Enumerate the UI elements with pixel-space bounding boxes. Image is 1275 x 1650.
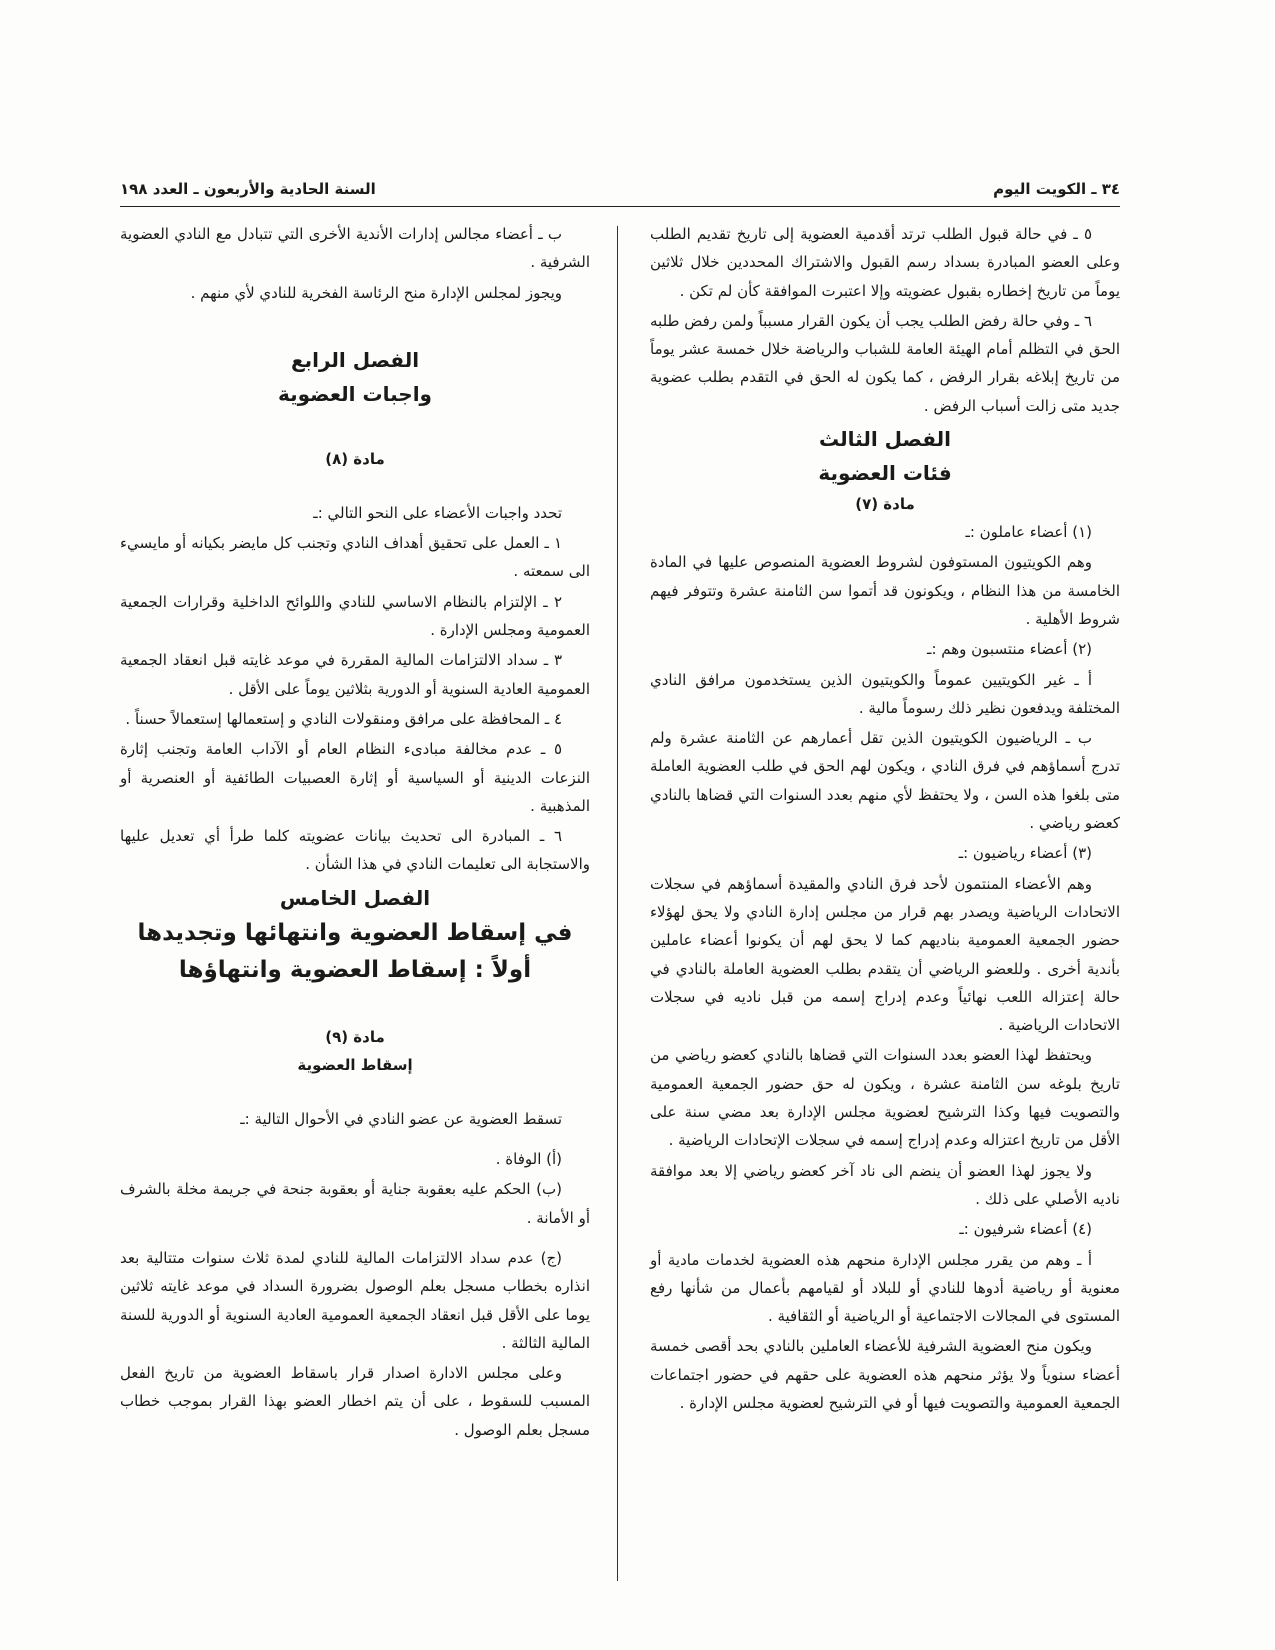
category-3-text-2: ويحتفظ لهذا العضو بعدد السنوات التي قضاها بالنادي كعضو رياضي من تاريخ بلوغه سن الثامنة عشرة ، ويكون له حق حضور الجمعية العمومية والتصويت فيها وكذا الترشيح لعضوية مجلس الإدارة بعد مضي سنة على الأقل من تاريخ اعتزاله وعدم إدراج إسمه في سجلات الإتحادات الرياضية . [650, 1046, 1120, 1150]
column-divider [617, 226, 618, 1581]
duty-3: ٣ ـ سداد الالتزامات المالية المقررة في موعد غايته قبل انعقاد الجمعية العمومية العادية السنوية أو الدورية بثلاثين يوماً على الأقل . [120, 651, 590, 698]
chapter-3-title: الفصل الثالث [818, 427, 951, 452]
clause-5: ٥ ـ في حالة قبول الطلب ترتد أقدمية العضوية إلى تاريخ تقديم الطلب وعلى العضو المبادرة بسداد رسم القبول والاشتراك المحددين خلال ثلاثين يوماً من تاريخ إخطاره بقبول عضويته وإلا اعتبرت الموافقة كأن لم تكن . [650, 225, 1120, 300]
duty-4: ٤ ـ المحافظة على مرافق ومنقولات النادي و إستعمالها إستعمالاً حسناً . [125, 709, 562, 728]
category-2-item-a: أ ـ غير الكويتيين عموماً والكويتيون الذين يستخدمون مرافق النادي المختلفة ويدفعون نظير ذلك رسوماً مالية . [650, 670, 1120, 717]
category-3-text: وهم الأعضاء المنتمون لأحد فرق النادي والمقيدة أسماؤهم في سجلات الاتحادات الرياضية ويصدر بهم قرار من مجلس إدارة النادي ولا يحق لهؤلاء حضور الجمعية العمومية بناديهم كما لا يحق لهم أن يكونوا أعضاء عاملين بأندية أخرى . وللعضو الرياضي أن يتقدم بطلب العضوية العاملة بالنادي في حالة إعتزاله اللعب نهائياً وعدم إدراج إسمه من قبل ناديه في سجلات الاتحادات الرياضية . [650, 874, 1120, 1035]
chapter-3-subtitle: فئات العضوية [818, 461, 952, 486]
clause-6: ٦ ـ وفي حالة رفض الطلب يجب أن يكون القرار مسبباً ولمن رفض طلبه الحق في التظلم أمام الهيئة العامة للشباب والرياضة خلال خمسة عشر يوماً من تاريخ إبلاغه بقرار الرفض ، كما يكون له الحق في التقدم بطلب عضوية جديد متى زالت أسباب الرفض . [650, 311, 1120, 415]
chapter-4-subtitle: واجبات العضوية [278, 381, 432, 406]
drop-case-a: (أ) الوفاة . [495, 1150, 562, 1169]
right-column [650, 220, 1120, 1419]
category-4-title: (٤) أعضاء شرفيون :ـ [959, 1220, 1092, 1239]
drop-intro: تسقط العضوية عن عضو النادي في الأحوال التالية :ـ [240, 1109, 562, 1128]
category-2-title: (٢) أعضاء منتسبون وهم :ـ [927, 640, 1092, 659]
chapter-5-subtitle: في إسقاط العضوية وانتهائها وتجديدها [137, 919, 573, 946]
duty-1: ١ ـ العمل على تحقيق أهداف النادي وتجنب كل مايضر بكيانه أو مايسيء الى سمعته . [120, 534, 590, 581]
article-9-subtitle: إسقاط العضوية [297, 1055, 413, 1074]
category-4-item-a: أ ـ وهم من يقرر مجلس الإدارة منحهم هذه العضوية لخدمات مادية أو معنوية أو رياضية أدوها للنادي أو للبلاد أو لقيامهم بأعمال من شأنها رفع المستوى في المجالات الاجتماعية أو الرياضية أو الثقافية . [650, 1250, 1120, 1326]
drop-board-decision: وعلى مجلس الادارة اصدار قرار باسقاط العضوية من تاريخ الفعل المسبب للسقوط ، على أن يتم اخطار العضو بهذا القرار بموجب خطاب مسجل بعلم الوصول . [120, 1364, 590, 1439]
honorary-item-b: ب ـ أعضاء مجالس إدارات الأندية الأخرى التي تتبادل مع النادي العضوية الشرفية . [120, 225, 590, 272]
article-7-heading: مادة (٧) [855, 495, 915, 514]
duties-intro: تحدد واجبات الأعضاء على النحو التالي :ـ [313, 503, 562, 522]
article-9-heading: مادة (٩) [325, 1027, 385, 1046]
category-1-title: (١) أعضاء عاملون :ـ [965, 523, 1092, 542]
duty-2: ٢ ـ الإلتزام بالنظام الاساسي للنادي واللوائح الداخلية وقرارات الجمعية العمومية ومجلس الإدارة . [120, 592, 590, 640]
chapter-4-title: الفصل الرابع [290, 347, 420, 372]
category-1-text: وهم الكويتيون المستوفون لشروط العضوية المنصوص عليها في المادة الخامسة من هذا النظام ، ويكونون قد أتموا سن الثامنة عشرة وتتوفر فيهم شروط الأهلية . [650, 553, 1120, 628]
left-column [120, 220, 590, 1446]
page-header [120, 176, 1120, 207]
duty-6: ٦ ـ المبادرة الى تحديث بيانات عضويته كلما طرأ أي تعديل عليها والاستجابة الى تعليمات النادي في هذا الشأن . [120, 827, 590, 874]
category-4-text: ويكون منح العضوية الشرفية للأعضاء العاملين بالنادي بحد أقصى خمسة أعضاء سنوياً ولا يؤثر منحهم هذه العضوية على حقهم في حضور اجتماعات الجمعية العمومية والتصويت فيها أو في الترشيح لعضوية مجلس الإدارة . [650, 1337, 1120, 1412]
duty-5: ٥ ـ عدم مخالفة مبادىء النظام العام أو الآداب العامة وتجنب إثارة النزعات الدينية أو السياسية أو إثارة العصبيات الطائفية أو العنصرية أو المذهبية . [120, 740, 590, 815]
article-8-heading: مادة (٨) [325, 449, 385, 468]
category-2-item-b: ب ـ الرياضيون الكويتيون الذين تقل أعمارهم عن الثامنة عشرة ولم تدرج أسماؤهم في فرق النادي ، ويكون لهم الحق في طلب العضوية العاملة متى بلغوا هذه السن ، ولا يحتفظ لأي منهم بعدد السنوات التي قضاها بالنادي كعضو رياضي . [650, 729, 1120, 833]
header-year-issue: السنة الحادية والأربعون ـ العدد ١٩٨ [120, 180, 376, 198]
drop-case-b: (ب) الحكم عليه بعقوبة جناية أو بعقوبة جنحة في جريمة مخلة بالشرف أو الأمانة . [120, 1180, 590, 1227]
gazette-page [120, 176, 1120, 1596]
category-3-text-3: ولا يجوز لهذا العضو أن ينضم الى ناد آخر كعضو رياضي إلا بعد موافقة ناديه الأصلي على ذلك . [650, 1161, 1120, 1208]
chapter-5-title: الفصل الخامس [279, 885, 431, 910]
honorary-presidency: ويجوز لمجلس الإدارة منح الرئاسة الفخرية للنادي لأي منهم . [190, 283, 562, 302]
header-issue-page: ٣٤ ـ الكويت اليوم [993, 180, 1120, 198]
drop-case-c: (ج) عدم سداد الالتزامات المالية للنادي لمدة ثلاث سنوات متتالية بعد انذاره بخطاب مسجل بعلم الوصول بضرورة السداد في موعد غايته ثلاثين يوما على الأقل قبل انعقاد الجمعية العمومية العادية السنوية أو الدورية للسنة المالية الثالثة . [120, 1248, 590, 1352]
category-3-title: (٣) أعضاء رياضيون :ـ [958, 844, 1092, 863]
section-1-title: أولاً : إسقاط العضوية وانتهاؤها [178, 956, 532, 983]
